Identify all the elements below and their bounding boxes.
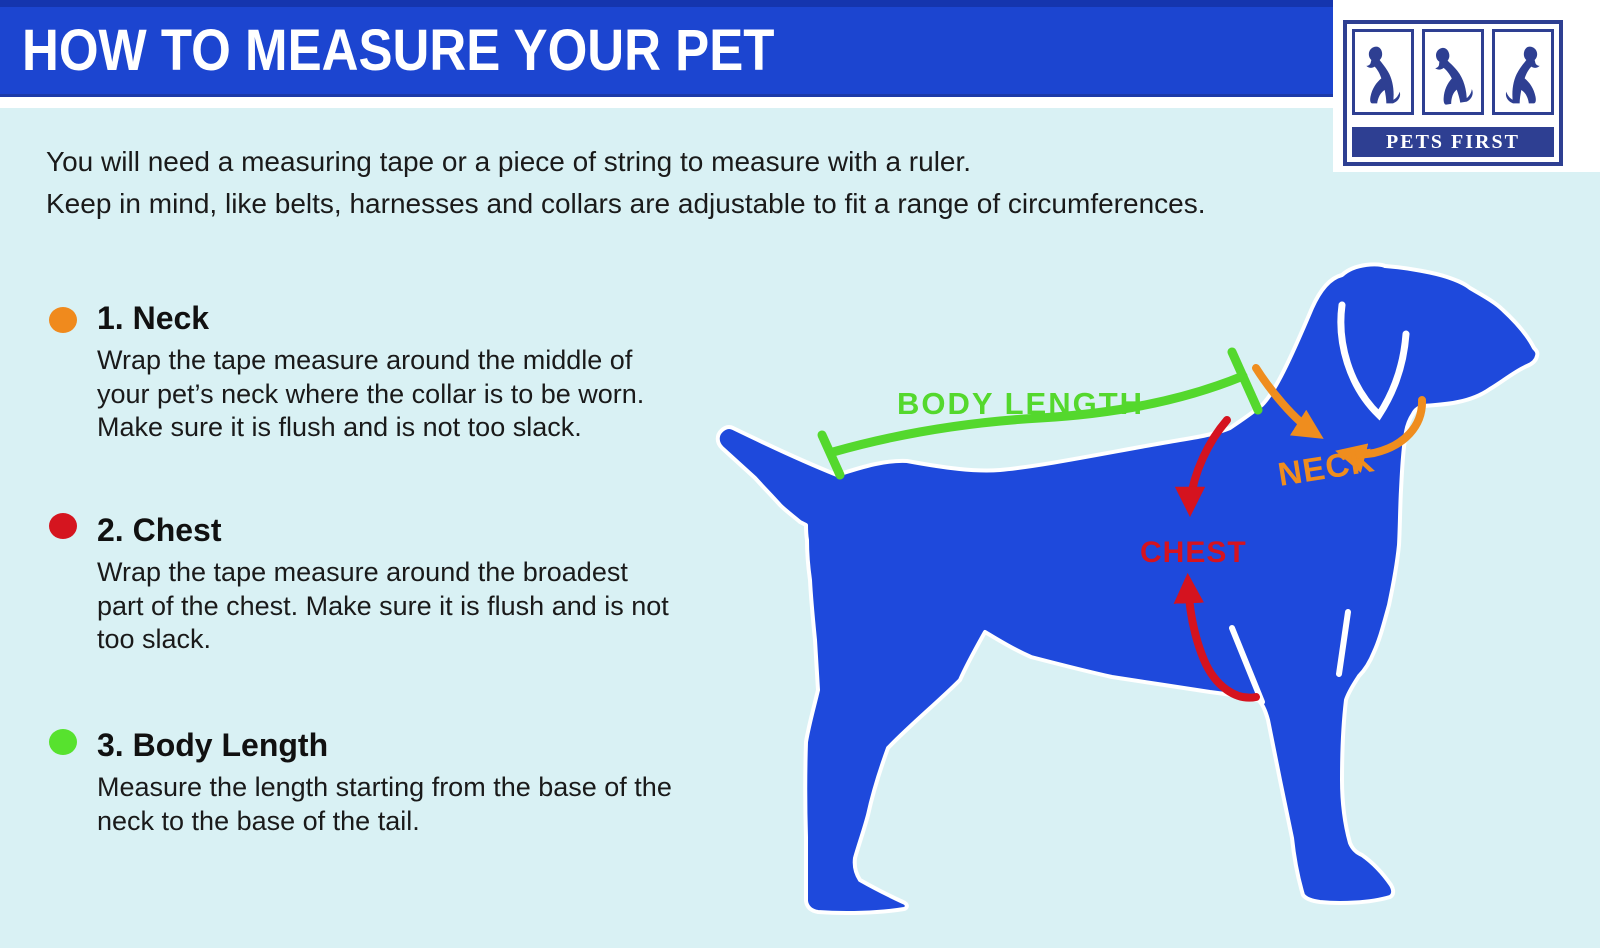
body-length-label: BODY LENGTH — [897, 386, 1145, 421]
section-body-length — [97, 727, 717, 838]
section-neck-heading: 1. Neck — [97, 300, 210, 336]
sitting-retriever-icon — [1352, 29, 1414, 115]
chest-bullet-icon — [49, 513, 77, 539]
intro-line-2: Keep in mind, like belts, harnesses and collars are adjustable to fit a range of circumferences. — [46, 188, 1206, 219]
neck-bullet-icon — [49, 307, 77, 333]
intro-line-1: You will need a measuring tape or a piece of string to measure with a ruler. — [46, 146, 972, 177]
section-body-length-body: Measure the length starting from the base of the neck to the base of the tail. — [97, 772, 672, 836]
dog-measurement-diagram — [690, 250, 1600, 948]
sitting-shepherd-icon — [1492, 29, 1554, 115]
section-chest-body: Wrap the tape measure around the broadest part of the chest. Make sure it is flush and is not too slack. — [97, 557, 669, 654]
intro-text — [46, 141, 1206, 225]
section-body-length-heading: 3. Body Length — [97, 727, 329, 763]
body-length-bullet-icon — [49, 729, 77, 755]
page-title: HOW TO MEASURE YOUR PET — [22, 18, 775, 83]
section-chest-heading: 2. Chest — [97, 512, 222, 548]
logo-wordmark: PETS FIRST — [1352, 127, 1554, 157]
dog-silhouette — [718, 264, 1538, 913]
logo-frame — [1343, 20, 1563, 166]
section-chest — [97, 512, 717, 657]
section-neck — [97, 300, 717, 445]
begging-dog-icon — [1422, 29, 1484, 115]
chest-label: CHEST — [1140, 536, 1247, 569]
neck-label: NECK — [1275, 441, 1378, 493]
pets-first-logo — [1333, 0, 1600, 172]
logo-dog-row — [1347, 24, 1559, 115]
section-neck-body: Wrap the tape measure around the middle of your pet’s neck where the collar is to be worn. Make sure it is flush and is not too slack. — [97, 345, 645, 442]
